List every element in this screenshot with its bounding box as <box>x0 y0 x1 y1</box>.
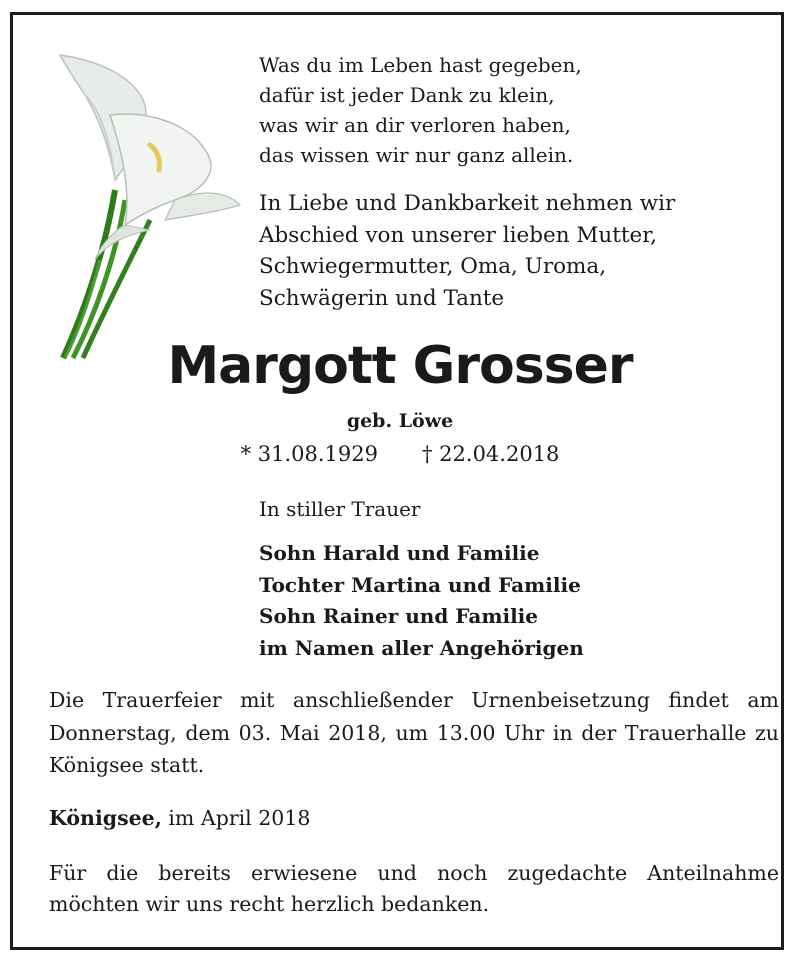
mourner-entry: Sohn Harald und Familie <box>259 541 540 565</box>
thanks-text: Für die bereits erwiesene und noch zugedachte Anteilnahme möchten wir uns recht herzlich bedanken. <box>49 861 779 916</box>
life-dates <box>0 442 800 466</box>
poem-line: dafür ist jeder Dank zu klein, <box>259 83 555 107</box>
date: im April 2018 <box>168 806 311 830</box>
poem <box>259 50 582 170</box>
place: Königsee, <box>49 806 162 830</box>
intro-line: In Liebe und Dankbarkeit nehmen wir <box>259 191 676 216</box>
mourner-entry: im Namen aller Angehörigen <box>259 635 584 660</box>
intro-line: Schwägerin und Tante <box>259 285 505 311</box>
death-date: † 22.04.2018 <box>422 442 560 466</box>
mourning-heading: In stiller Trauer <box>259 497 421 521</box>
birth-date: * 31.08.1929 <box>240 442 378 466</box>
maiden-name: geb. Löwe <box>346 410 454 432</box>
poem-line: das wissen wir nur ganz allein. <box>259 143 574 167</box>
mourner-entry: Sohn Rainer und Familie <box>259 604 539 628</box>
calla-lily-icon <box>55 50 250 360</box>
poem-line: Was du im Leben hast gegeben, <box>259 53 582 77</box>
deceased-name: Margott Grosser <box>167 336 633 396</box>
mourners-list <box>259 538 584 664</box>
ceremony-details: Die Trauerfeier mit anschließender Urnenbeisetzung findet am Donnerstag, dem 03. Mai 2018, um 13.00 Uhr in der Trauerhalle zu Königsee statt. <box>49 688 779 777</box>
place-date <box>49 806 310 830</box>
intro-line: Abschied von unserer lieben Mutter, <box>259 222 658 248</box>
mourner-entry: Tochter Martina und Familie <box>259 572 581 597</box>
poem-line: was wir an dir verloren haben, <box>259 113 571 137</box>
intro-line: Schwiegermutter, Oma, Uroma, <box>259 254 607 279</box>
intro-text <box>259 188 675 314</box>
